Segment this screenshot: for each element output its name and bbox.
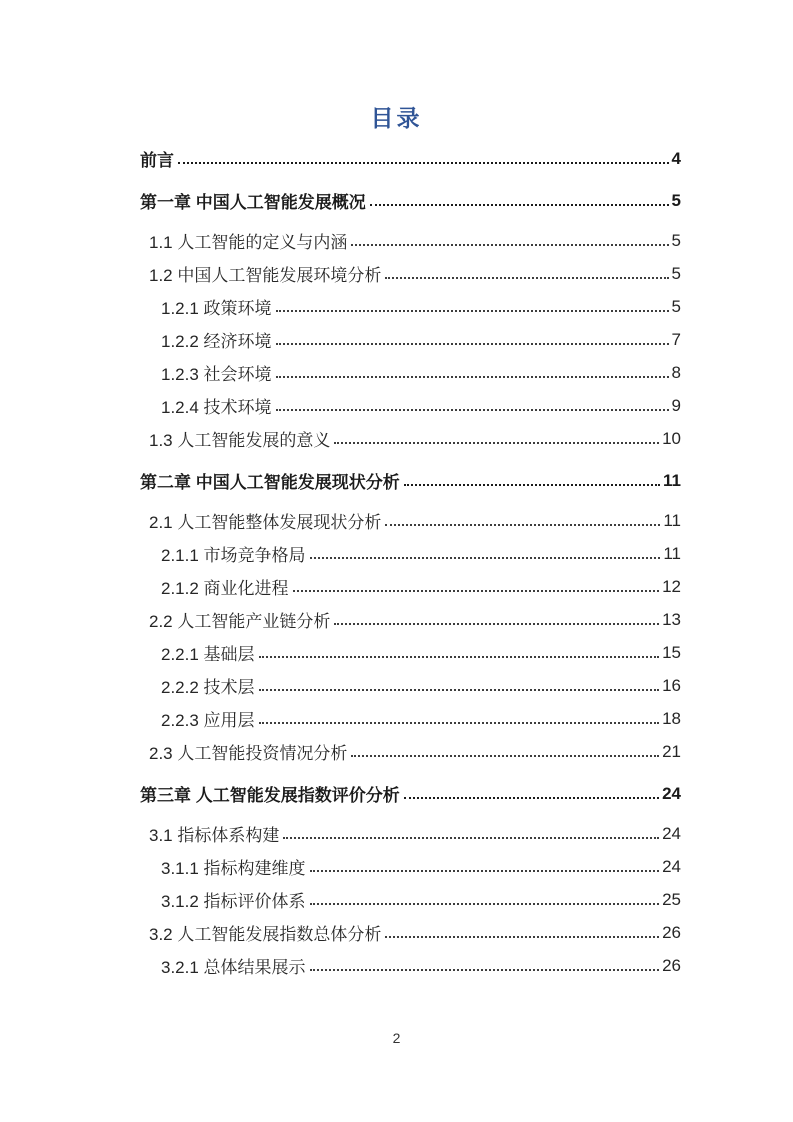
toc-entry-label: 3.1 指标体系构建: [149, 826, 280, 845]
toc-entry-page: 18: [662, 708, 681, 728]
toc-entry-label: 3.2.1 总体结果展示: [161, 958, 306, 977]
toc-entry-page: 8: [671, 362, 681, 382]
toc-leader-dots: [334, 608, 659, 625]
toc-entry[interactable]: [161, 570, 681, 603]
toc-entry[interactable]: [161, 883, 681, 916]
toc-list: [0, 142, 793, 982]
toc-leader-dots: [259, 641, 660, 658]
toc-entry[interactable]: [149, 224, 681, 257]
toc-leader-dots: [276, 295, 669, 312]
toc-entry[interactable]: [140, 464, 681, 497]
toc-entry-label: 1.2.2 经济环境: [161, 332, 272, 351]
toc-entry-label: 第一章 中国人工智能发展概况: [140, 193, 366, 212]
toc-entry-page: 12: [662, 576, 681, 596]
toc-entry[interactable]: [140, 184, 681, 217]
toc-entry[interactable]: [140, 142, 681, 175]
toc-leader-dots: [404, 782, 659, 799]
toc-leader-dots: [351, 229, 668, 246]
toc-entry-page: 24: [662, 823, 681, 843]
toc-entry[interactable]: [149, 735, 681, 768]
toc-entry-page: 11: [663, 470, 681, 490]
toc-entry[interactable]: [161, 850, 681, 883]
toc-entry[interactable]: [140, 777, 681, 810]
toc-entry[interactable]: [161, 949, 681, 982]
toc-entry-page: 5: [671, 230, 681, 250]
toc-entry-label: 前言: [140, 151, 174, 170]
toc-entry-page: 5: [671, 296, 681, 316]
toc-entry-page: 26: [662, 922, 681, 942]
toc-entry-page: 16: [662, 675, 681, 695]
toc-entry-page: 9: [671, 395, 681, 415]
toc-entry-page: 11: [663, 543, 681, 563]
toc-entry-label: 2.1.2 商业化进程: [161, 579, 289, 598]
toc-entry-page: 10: [662, 428, 681, 448]
toc-entry[interactable]: [161, 290, 681, 323]
toc-leader-dots: [334, 427, 659, 444]
toc-leader-dots: [385, 921, 659, 938]
toc-leader-dots: [276, 394, 669, 411]
toc-entry[interactable]: [161, 537, 681, 570]
toc-entry-page: 26: [662, 955, 681, 975]
toc-entry-page: 15: [662, 642, 681, 662]
toc-leader-dots: [283, 822, 659, 839]
toc-entry-label: 第二章 中国人工智能发展现状分析: [140, 473, 400, 492]
toc-entry-label: 1.2.3 社会环境: [161, 365, 272, 384]
toc-entry-label: 第三章 人工智能发展指数评价分析: [140, 786, 400, 805]
toc-entry-label: 2.2 人工智能产业链分析: [149, 612, 331, 631]
toc-entry[interactable]: [149, 817, 681, 850]
toc-entry-page: 13: [662, 609, 681, 629]
toc-leader-dots: [310, 542, 661, 559]
toc-entry-page: 25: [662, 889, 681, 909]
toc-entry-label: 3.1.1 指标构建维度: [161, 859, 306, 878]
toc-leader-dots: [310, 855, 660, 872]
toc-entry-label: 2.2.2 技术层: [161, 678, 255, 697]
toc-entry-page: 5: [671, 263, 681, 283]
toc-leader-dots: [276, 361, 669, 378]
toc-entry[interactable]: [149, 916, 681, 949]
toc-entry-label: 3.2 人工智能发展指数总体分析: [149, 925, 382, 944]
toc-leader-dots: [404, 469, 660, 486]
toc-entry[interactable]: [161, 356, 681, 389]
toc-entry[interactable]: [149, 422, 681, 455]
toc-entry-page: 4: [671, 148, 681, 168]
toc-leader-dots: [385, 262, 668, 279]
toc-entry-label: 2.1.1 市场竞争格局: [161, 546, 306, 565]
toc-leader-dots: [293, 575, 660, 592]
toc-entry-label: 1.2.4 技术环境: [161, 398, 272, 417]
toc-entry-page: 24: [662, 856, 681, 876]
toc-entry[interactable]: [149, 603, 681, 636]
toc-leader-dots: [259, 707, 660, 724]
toc-entry-label: 1.3 人工智能发展的意义: [149, 431, 331, 450]
toc-leader-dots: [370, 189, 669, 206]
toc-entry[interactable]: [161, 323, 681, 356]
toc-leader-dots: [259, 674, 660, 691]
toc-entry-label: 1.1 人工智能的定义与内涵: [149, 233, 348, 252]
toc-entry[interactable]: [161, 669, 681, 702]
toc-entry[interactable]: [149, 257, 681, 290]
toc-entry[interactable]: [161, 702, 681, 735]
toc-entry-label: 3.1.2 指标评价体系: [161, 892, 306, 911]
toc-leader-dots: [178, 147, 669, 164]
toc-entry-page: 5: [671, 190, 681, 210]
toc-entry[interactable]: [149, 504, 681, 537]
toc-entry-label: 1.2 中国人工智能发展环境分析: [149, 266, 382, 285]
toc-leader-dots: [310, 888, 660, 905]
page-number-footer: 2: [392, 1030, 401, 1046]
toc-title: 目录: [370, 105, 423, 131]
toc-entry-label: 2.3 人工智能投资情况分析: [149, 744, 348, 763]
toc-entry[interactable]: [161, 389, 681, 422]
toc-leader-dots: [351, 740, 659, 757]
toc-entry-page: 21: [662, 741, 681, 761]
toc-entry-label: 1.2.1 政策环境: [161, 299, 272, 318]
toc-entry-page: 7: [671, 329, 681, 349]
toc-leader-dots: [276, 328, 669, 345]
toc-entry-label: 2.2.3 应用层: [161, 711, 255, 730]
toc-entry-page: 11: [663, 510, 681, 530]
toc-entry-label: 2.2.1 基础层: [161, 645, 255, 664]
toc-leader-dots: [385, 509, 660, 526]
toc-entry[interactable]: [161, 636, 681, 669]
toc-entry-label: 2.1 人工智能整体发展现状分析: [149, 513, 382, 532]
toc-entry-page: 24: [662, 783, 681, 803]
toc-leader-dots: [310, 954, 660, 971]
